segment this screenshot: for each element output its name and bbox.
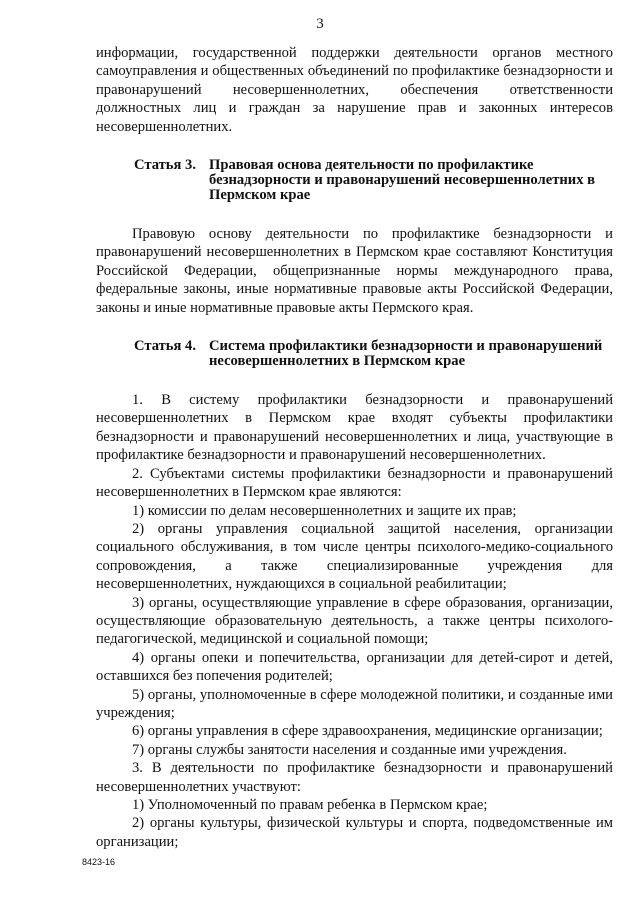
article-4-list-item: 2) органы культуры, физической культуры и спорта, подведомственные им организации; bbox=[96, 815, 613, 850]
article-4-list-item: 5) органы, уполномоченные в сфере молодежной политики, и созданные ими учреждения; bbox=[96, 686, 613, 721]
footer-code: 8423-16 bbox=[82, 857, 116, 867]
article-3-number: Статья 3. bbox=[134, 157, 196, 174]
article-4-list-item: 4) органы опеки и попечительства, организации для детей-сирот и детей, оставшихся без попечения родителей; bbox=[96, 649, 613, 685]
article-3-text: Правовую основу деятельности по профилактике безнадзорности и правонарушений несовершеннолетних в Пермском крае составляют Конституция Российской Федерации, общепризнанные нормы международного права, федеральные законы, иные нормативные правовые акты Российской Федерации, законы и иные нормативные правовые акты Пермского края. bbox=[96, 226, 613, 316]
page-number: 3 bbox=[316, 16, 324, 32]
article-4-list-item: 1) комиссии по делам несовершеннолетних и защите их прав; bbox=[132, 502, 517, 519]
article-4-title: Система профилактики безнадзорности и правонарушений несовершеннолетних в Пермском крае bbox=[209, 338, 603, 370]
article-4-paragraph: 3. В деятельности по профилактике безнадзорности и правонарушений несовершеннолетних участвуют: bbox=[96, 760, 613, 795]
article-4-paragraph: 2. Субъектами системы профилактики безнадзорности и правонарушений несовершеннолетних в Пермском крае являются: bbox=[96, 465, 613, 501]
document-body bbox=[96, 44, 613, 851]
article-4-list-item: 3) органы, осуществляющие управление в сфере образования, организации, осуществляющие образовательную деятельность, а также центры психолого-педагогической, медицинской и социальной помощи; bbox=[96, 594, 613, 648]
article-4-paragraph: 1. В систему профилактики безнадзорности и правонарушений несовершеннолетних в Пермском крае входят субъекты профилактики безнадзорности и правонарушений несовершеннолетних и лица, участвующие в профилактике безнадзорности и правонарушений несовершеннолетних. bbox=[96, 392, 613, 464]
article-3-heading bbox=[134, 158, 613, 203]
article-4-number: Статья 4. bbox=[134, 338, 196, 355]
article-4-list-item: 2) органы управления социальной защитой населения, организации социального обслуживания, в том числе центры психолого-медико-социального сопровождения, а также специализированные учреждения для несовершеннолетних, нуждающихся в социальной реабилитации; bbox=[96, 520, 613, 593]
article-3-title: Правовая основа деятельности по профилактике безнадзорности и правонарушений несовершеннолетних в Пермском крае bbox=[209, 157, 596, 204]
article-4-list-item: 7) органы службы занятости населения и созданные ими учреждения. bbox=[132, 741, 567, 758]
intro-paragraph: информации, государственной поддержки деятельности органов местного самоуправления и общественных объединений по профилактике безнадзорности и правонарушений несовершеннолетних, обеспечения ответственности должностных лиц и граждан за нарушение прав и законных интересов несовершеннолетних. bbox=[96, 45, 613, 135]
article-4-list-item: 6) органы управления в сфере здравоохранения, медицинские организации; bbox=[132, 723, 603, 740]
article-4-heading bbox=[134, 339, 613, 369]
article-4-list-item: 1) Уполномоченный по правам ребенка в Пермском крае; bbox=[132, 797, 488, 813]
